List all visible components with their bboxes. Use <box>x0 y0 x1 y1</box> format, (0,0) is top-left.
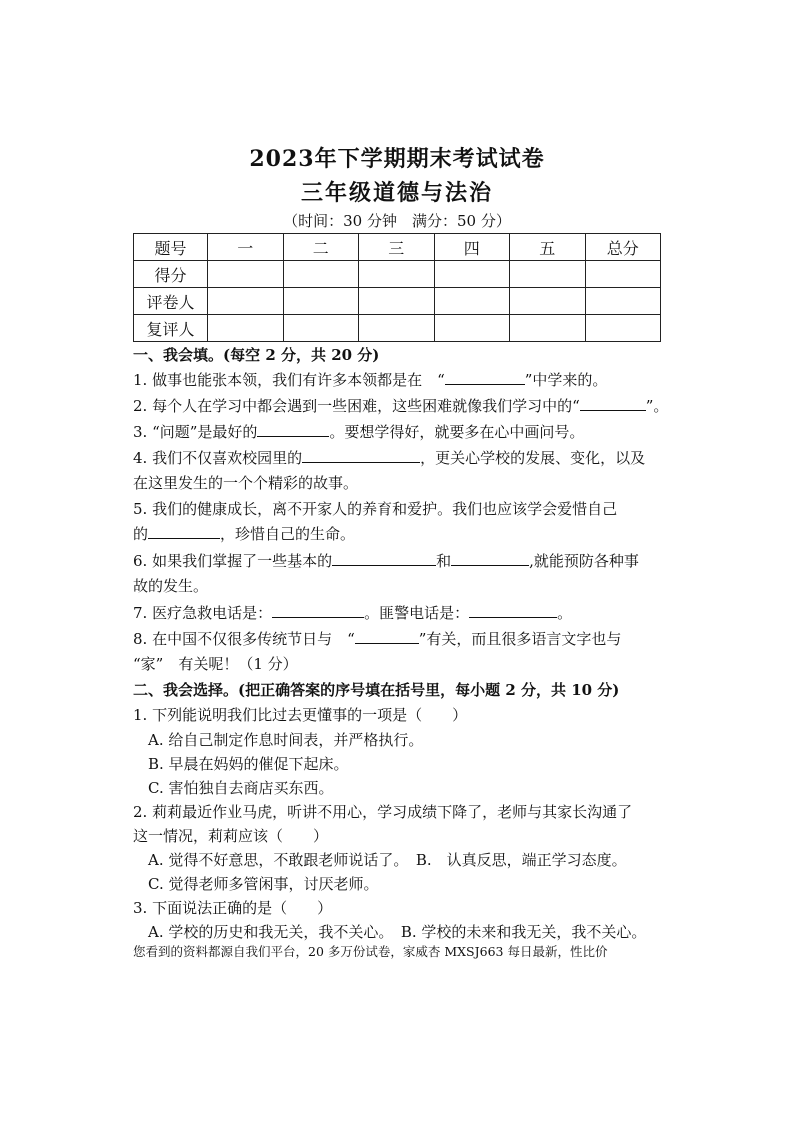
score-cell <box>510 315 586 342</box>
score-table-row-label: 评卷人 <box>134 288 208 315</box>
score-cell <box>208 261 284 288</box>
score-cell <box>359 261 435 288</box>
question-1-6 <box>133 549 663 573</box>
section1-heading: 一、我会填。(每空 2 分，共 20 分) <box>133 346 380 364</box>
score-table-header-cell: 五 <box>510 234 586 261</box>
question-2-2: 2. 莉莉最近作业马虎，听讲不用心，学习成绩下降了，老师与其家长沟通了 <box>133 803 633 821</box>
exam-subject: 三年级道德与法治 <box>300 180 493 206</box>
question-text: 1. 做事也能张本领，我们有许多本领都是在 “ <box>133 371 445 389</box>
score-cell <box>208 288 284 315</box>
option-2-2-c[interactable]: C. 觉得老师多管闲事，讨厌老师。 <box>148 875 379 893</box>
option-2-2-ab[interactable]: A. 觉得不好意思，不敢跟老师说话了。 B. 认真反思，端正学习态度。 <box>148 851 627 869</box>
score-cell <box>283 288 359 315</box>
question-text: 3. “问题”是最好的 <box>133 423 258 441</box>
answer-blank[interactable] <box>148 523 220 539</box>
question-text: ”有关，而且很多语言文字也与 <box>418 630 622 648</box>
answer-blank[interactable] <box>445 369 525 385</box>
answer-blank[interactable] <box>302 447 420 463</box>
question-2-2-cont: 这一情况，莉莉应该（ ） <box>133 827 329 845</box>
answer-blank[interactable] <box>272 602 364 618</box>
score-cell <box>510 288 586 315</box>
question-1-4 <box>133 446 663 470</box>
question-text: ，珍惜自己的生命。 <box>220 525 356 543</box>
score-table-row-label: 复评人 <box>134 315 208 342</box>
question-text: 7. 医疗急救电话是： <box>133 604 273 622</box>
answer-blank[interactable] <box>580 395 646 411</box>
question-1-4-cont: 在这里发生的一个个精彩的故事。 <box>133 474 359 492</box>
score-table-row <box>134 288 661 315</box>
footer-note: 您看到的资料都源自我们平台，20 多万份试卷，家威杏 MXSJ663 每日最新，性比价 <box>133 944 608 959</box>
score-cell <box>434 288 510 315</box>
question-2-3: 3. 下面说法正确的是（ ） <box>133 899 333 917</box>
score-table-header-cell: 四 <box>434 234 510 261</box>
option-2-1-b[interactable]: B. 早晨在妈妈的催促下起床。 <box>148 755 349 773</box>
answer-blank[interactable] <box>469 602 557 618</box>
question-1-8 <box>133 627 663 651</box>
question-1-5-cont <box>133 522 663 546</box>
score-cell <box>208 315 284 342</box>
score-table-header-cell: 三 <box>359 234 435 261</box>
question-text: 。匪警电话是： <box>364 604 470 622</box>
score-table-header-cell: 总分 <box>585 234 661 261</box>
question-1-7 <box>133 601 663 625</box>
question-text: 2. 每个人在学习中都会遇到一些困难，这些困难就像我们学习中的“ <box>133 397 580 415</box>
answer-blank[interactable] <box>332 550 436 566</box>
question-text: 。 <box>557 604 573 622</box>
option-2-3-ab[interactable]: A. 学校的历史和我无关，我不关心。 B. 学校的未来和我无关，我不关心。 <box>148 923 647 941</box>
score-cell <box>434 315 510 342</box>
score-cell <box>283 261 359 288</box>
question-text: ,就能预防各种事 <box>529 552 639 570</box>
question-1-1 <box>133 368 663 392</box>
option-2-1-a[interactable]: A. 给自己制定作息时间表，并严格执行。 <box>148 731 424 749</box>
question-text: ，更关心学校的发展、变化，以及 <box>420 449 646 467</box>
question-1-8-cont: “家” 有关呢！（1 分） <box>133 655 298 673</box>
score-cell <box>510 261 586 288</box>
question-text: 的 <box>133 525 149 543</box>
question-text: 4. 我们不仅喜欢校园里的 <box>133 449 303 467</box>
answer-blank[interactable] <box>451 550 529 566</box>
score-table-row <box>134 315 661 342</box>
score-cell <box>585 261 661 288</box>
option-2-1-c[interactable]: C. 害怕独自去商店买东西。 <box>148 779 334 797</box>
question-1-3 <box>133 420 663 444</box>
score-cell <box>434 261 510 288</box>
exam-time-info: （时间：30 分钟 满分：50 分） <box>283 212 511 230</box>
question-1-2 <box>133 394 669 418</box>
score-cell <box>359 288 435 315</box>
answer-blank[interactable] <box>257 421 329 437</box>
question-text: 6. 如果我们掌握了一些基本的 <box>133 552 333 570</box>
score-table-header-cell: 二 <box>283 234 359 261</box>
question-1-6-cont: 故的发生。 <box>133 577 209 595</box>
question-text: 8. 在中国不仅很多传统节日与 “ <box>133 630 355 648</box>
score-table <box>133 233 661 342</box>
score-cell <box>585 315 661 342</box>
score-table-row <box>134 261 661 288</box>
score-table-header-cell: 题号 <box>134 234 208 261</box>
question-text: ”中学来的。 <box>524 371 608 389</box>
score-cell <box>359 315 435 342</box>
exam-title: 2023年下学期期末考试试卷 <box>249 146 545 172</box>
score-table-header-row <box>134 234 661 261</box>
answer-blank[interactable] <box>355 628 419 644</box>
score-table-header-cell: 一 <box>208 234 284 261</box>
section2-heading: 二、我会选择。(把正确答案的序号填在括号里，每小题 2 分，共 10 分) <box>133 681 620 699</box>
question-2-1: 1. 下列能说明我们比过去更懂事的一项是（ ） <box>133 706 468 724</box>
score-cell <box>585 288 661 315</box>
question-text: 和 <box>436 552 452 570</box>
score-table-row-label: 得分 <box>134 261 208 288</box>
question-text: ”。 <box>645 397 669 415</box>
score-cell <box>283 315 359 342</box>
question-text: 。要想学得好，就要多在心中画问号。 <box>329 423 585 441</box>
question-1-5: 5. 我们的健康成长，离不开家人的养育和爱护。我们也应该学会爱惜自己 <box>133 500 618 518</box>
